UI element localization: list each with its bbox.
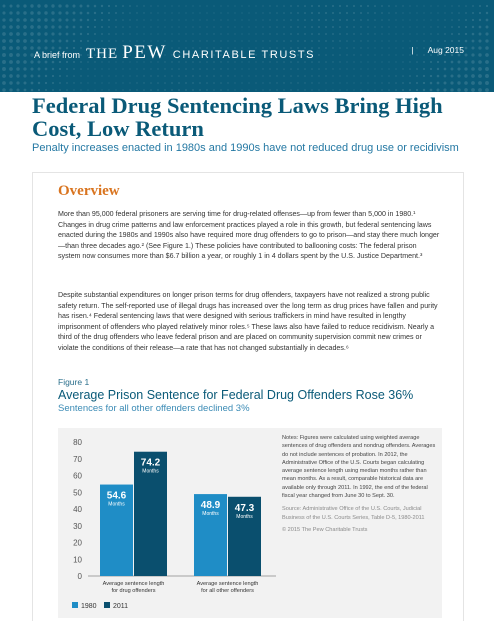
y-tick-label: 10 xyxy=(73,555,82,565)
y-tick-label: 20 xyxy=(73,538,82,548)
category-label: Average sentence length xyxy=(196,581,259,587)
brief-prefix: A brief from xyxy=(34,50,81,60)
figure-label: Figure 1 xyxy=(58,377,90,387)
bar-value-label: 47.3 xyxy=(234,502,255,514)
y-tick-label: 50 xyxy=(73,488,82,498)
publisher-line xyxy=(34,42,315,64)
legend-swatch-2011 xyxy=(104,602,110,608)
logo-pew: PEW xyxy=(122,42,167,63)
bar-unit-label: Months xyxy=(142,468,159,475)
figure-notes xyxy=(282,434,442,534)
figure-subtitle: Sentences for all other offenders declined 3% xyxy=(58,403,250,414)
category-label: for all other offenders xyxy=(201,588,254,594)
figure-header xyxy=(58,377,438,414)
legend-label-1980: 1980 xyxy=(81,603,97,610)
document-subtitle: Penalty increases enacted in 1980s and 1990s have not reduced drug use or recidivism xyxy=(32,142,459,154)
bar-unit-label: Months xyxy=(236,513,253,520)
overview-paragraph-1: More than 95,000 federal prisoners are serving time for drug-related offenses—up from fewer than 5,000 in 1980.¹ Changes in drug crime patterns and law enforcement practices played a role in this growth, but federal sentencing laws enacted during the 1980s and 1990s also have required more drug offenders to go to prison—and stay there much longer—than three decades ago.² (See Figure 1.) These policies have contributed to ballooning costs: The federal prison system now consumes more than $6.7 billion a year, or roughly 1 in 4 dollars spent by the U.S. Justice Department.³ xyxy=(58,210,440,261)
y-tick-label: 80 xyxy=(73,438,82,447)
y-tick-label: 60 xyxy=(73,471,82,481)
legend-label-2011: 2011 xyxy=(113,603,129,610)
issue-date-block xyxy=(411,45,464,55)
overview-paragraph-2: Despite substantial expenditures on longer prison terms for drug offenders, taxpayers have not realized a strong public safety return. The self-reported use of illegal drugs has increased over the long term as drug prices have fallen and purity has risen.⁴ Federal sentencing laws that were designed with serious traffickers in mind have resulted in lengthy imprisonment of offenders who played relatively minor roles.⁵ These laws also have failed to reduce recidivism. Nearly a third of the drug offenders who leave federal prison and are placed on community supervision commit new crimes or violate the conditions of their release—a rate that has not changed substantially in decades.⁶ xyxy=(58,291,438,352)
bar-value-label: 74.2 xyxy=(140,457,161,469)
y-tick-label: 30 xyxy=(73,521,82,531)
y-tick-label: 0 xyxy=(77,572,82,581)
overview-heading: Overview xyxy=(58,183,120,199)
category-label: Average sentence length xyxy=(102,581,165,587)
figure-title: Average Prison Sentence for Federal Drug Offenders Rose 36% xyxy=(58,388,414,402)
date-separator: | xyxy=(411,45,414,55)
bar-unit-label: Months xyxy=(202,511,219,518)
y-tick-label: 40 xyxy=(73,505,82,514)
header-banner xyxy=(0,0,494,92)
issue-date: Aug 2015 xyxy=(427,45,464,55)
logo-charitable-trusts: CHARITABLE TRUSTS xyxy=(172,49,316,61)
document-title: Federal Drug Sentencing Laws Bring High Cost, Low Return xyxy=(32,93,443,141)
legend-swatch-1980 xyxy=(72,602,78,608)
bar-value-label: 48.9 xyxy=(200,500,221,512)
logo-the: THE xyxy=(86,46,119,62)
notes-source: Source: Administrative Office of the U.S. Courts, Judicial Business of the U.S. Courts Series, Table D-5, 1980-2011 xyxy=(282,506,425,521)
notes-text: Notes: Figures were calculated using weighted average sentences of drug offenders and nondrug offenders. Averages do not include sentences of probation. In 2012, the Administrative Office of the U.S. Courts began calculating average sentence length using median months rather than mean months. As a result, comparable historical data are available only through 2011. In 1992, the end of the federal fiscal year changed from June 30 to Sept. 30. xyxy=(282,435,436,500)
notes-copyright: © 2015 The Pew Charitable Trusts xyxy=(282,526,368,533)
bar-value-label: 54.6 xyxy=(106,490,127,502)
category-label: for drug offenders xyxy=(111,588,156,594)
y-tick-label: 70 xyxy=(73,454,82,464)
bar-unit-label: Months xyxy=(108,501,125,508)
